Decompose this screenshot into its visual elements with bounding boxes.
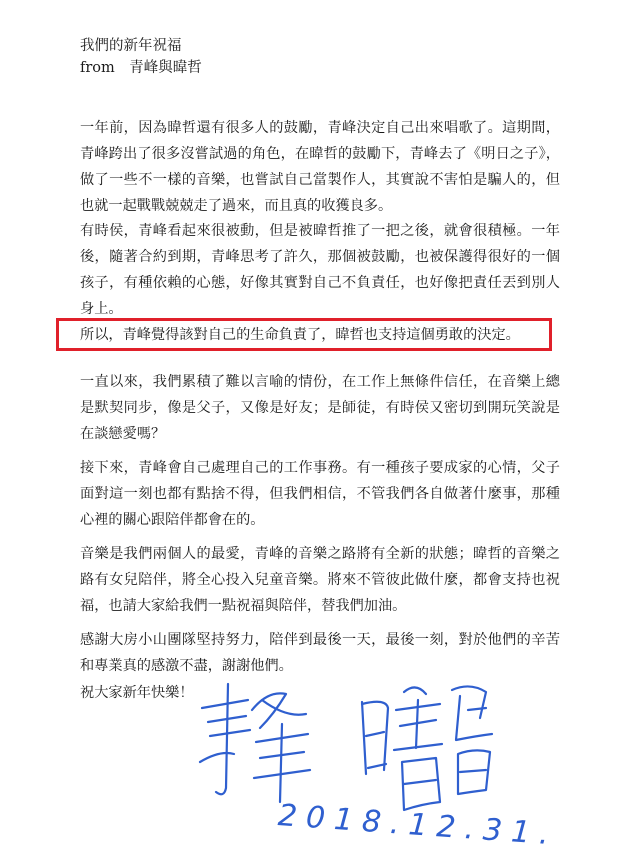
paragraph-bond: 一直以來，我們累積了難以言喻的情份，在工作上無條件信任，在音樂上總是默契同步，像是父子，又像是好友；是師徒，有時侯又密切到開玩笑說是在談戀愛嗎？ xyxy=(80,374,560,442)
paragraph-thanks-team: 感謝大房小山團隊堅持努力，陪伴到最後一天，最後一刻，對於他們的辛苦和專業真的感激不盡，謝謝他們。 xyxy=(80,632,560,674)
paragraph-music-paths: 音樂是我們兩個人的最愛，青峰的音樂之路將有全新的狀態；暐哲的音樂之路有女兒陪伴，將全心投入兒童音樂。將來不管彼此做什麼，都會支持也祝福，也請大家給我們一點祝福與陪伴，替我們加油。 xyxy=(80,546,560,614)
letter-from-line: from 青峰與暐哲 xyxy=(80,60,202,76)
signature-date: 2018.12.31. xyxy=(276,798,559,853)
letter-title: 我們的新年祝福 xyxy=(80,38,182,54)
paragraph-one-year-ago: 一年前，因為暐哲還有很多人的鼓勵，青峰決定自己出來唱歌了。這期間，青峰跨出了很多沒嘗試過的角色，在暐哲的鼓勵下，青峰去了《明日之子》，做了一些不一樣的音樂，也嘗試自己當製作人，其實說不害怕是騙人的，但也就一起戰戰兢兢走了過來，而且真的收獲良多。 xyxy=(80,120,560,214)
highlighted-paragraph: 所以，青峰覺得該對自己的生命負責了，暐哲也支持這個勇敢的決定。 xyxy=(80,327,520,343)
paragraph-next-steps: 接下來，青峰會自己處理自己的工作事務。有一種孩子要成家的心情，父子面對這一刻也都有點捨不得，但我們相信，不管我們各自做著什麼事，那種心裡的關心跟陪伴都會在的。 xyxy=(80,460,560,528)
paragraph-contract-expiry: 有時侯，青峰看起來很被動，但是被暐哲推了一把之後，就會很積極。一年後，隨著合約到期，青峰思考了許久，那個被鼓勵，也被保護得很好的一個孩子，有種依賴的心態，好像其實對自己不負責任，也好像把責任丟到別人身上。 xyxy=(80,223,560,317)
paragraph-new-year-wish: 祝大家新年快樂！ xyxy=(80,685,194,701)
